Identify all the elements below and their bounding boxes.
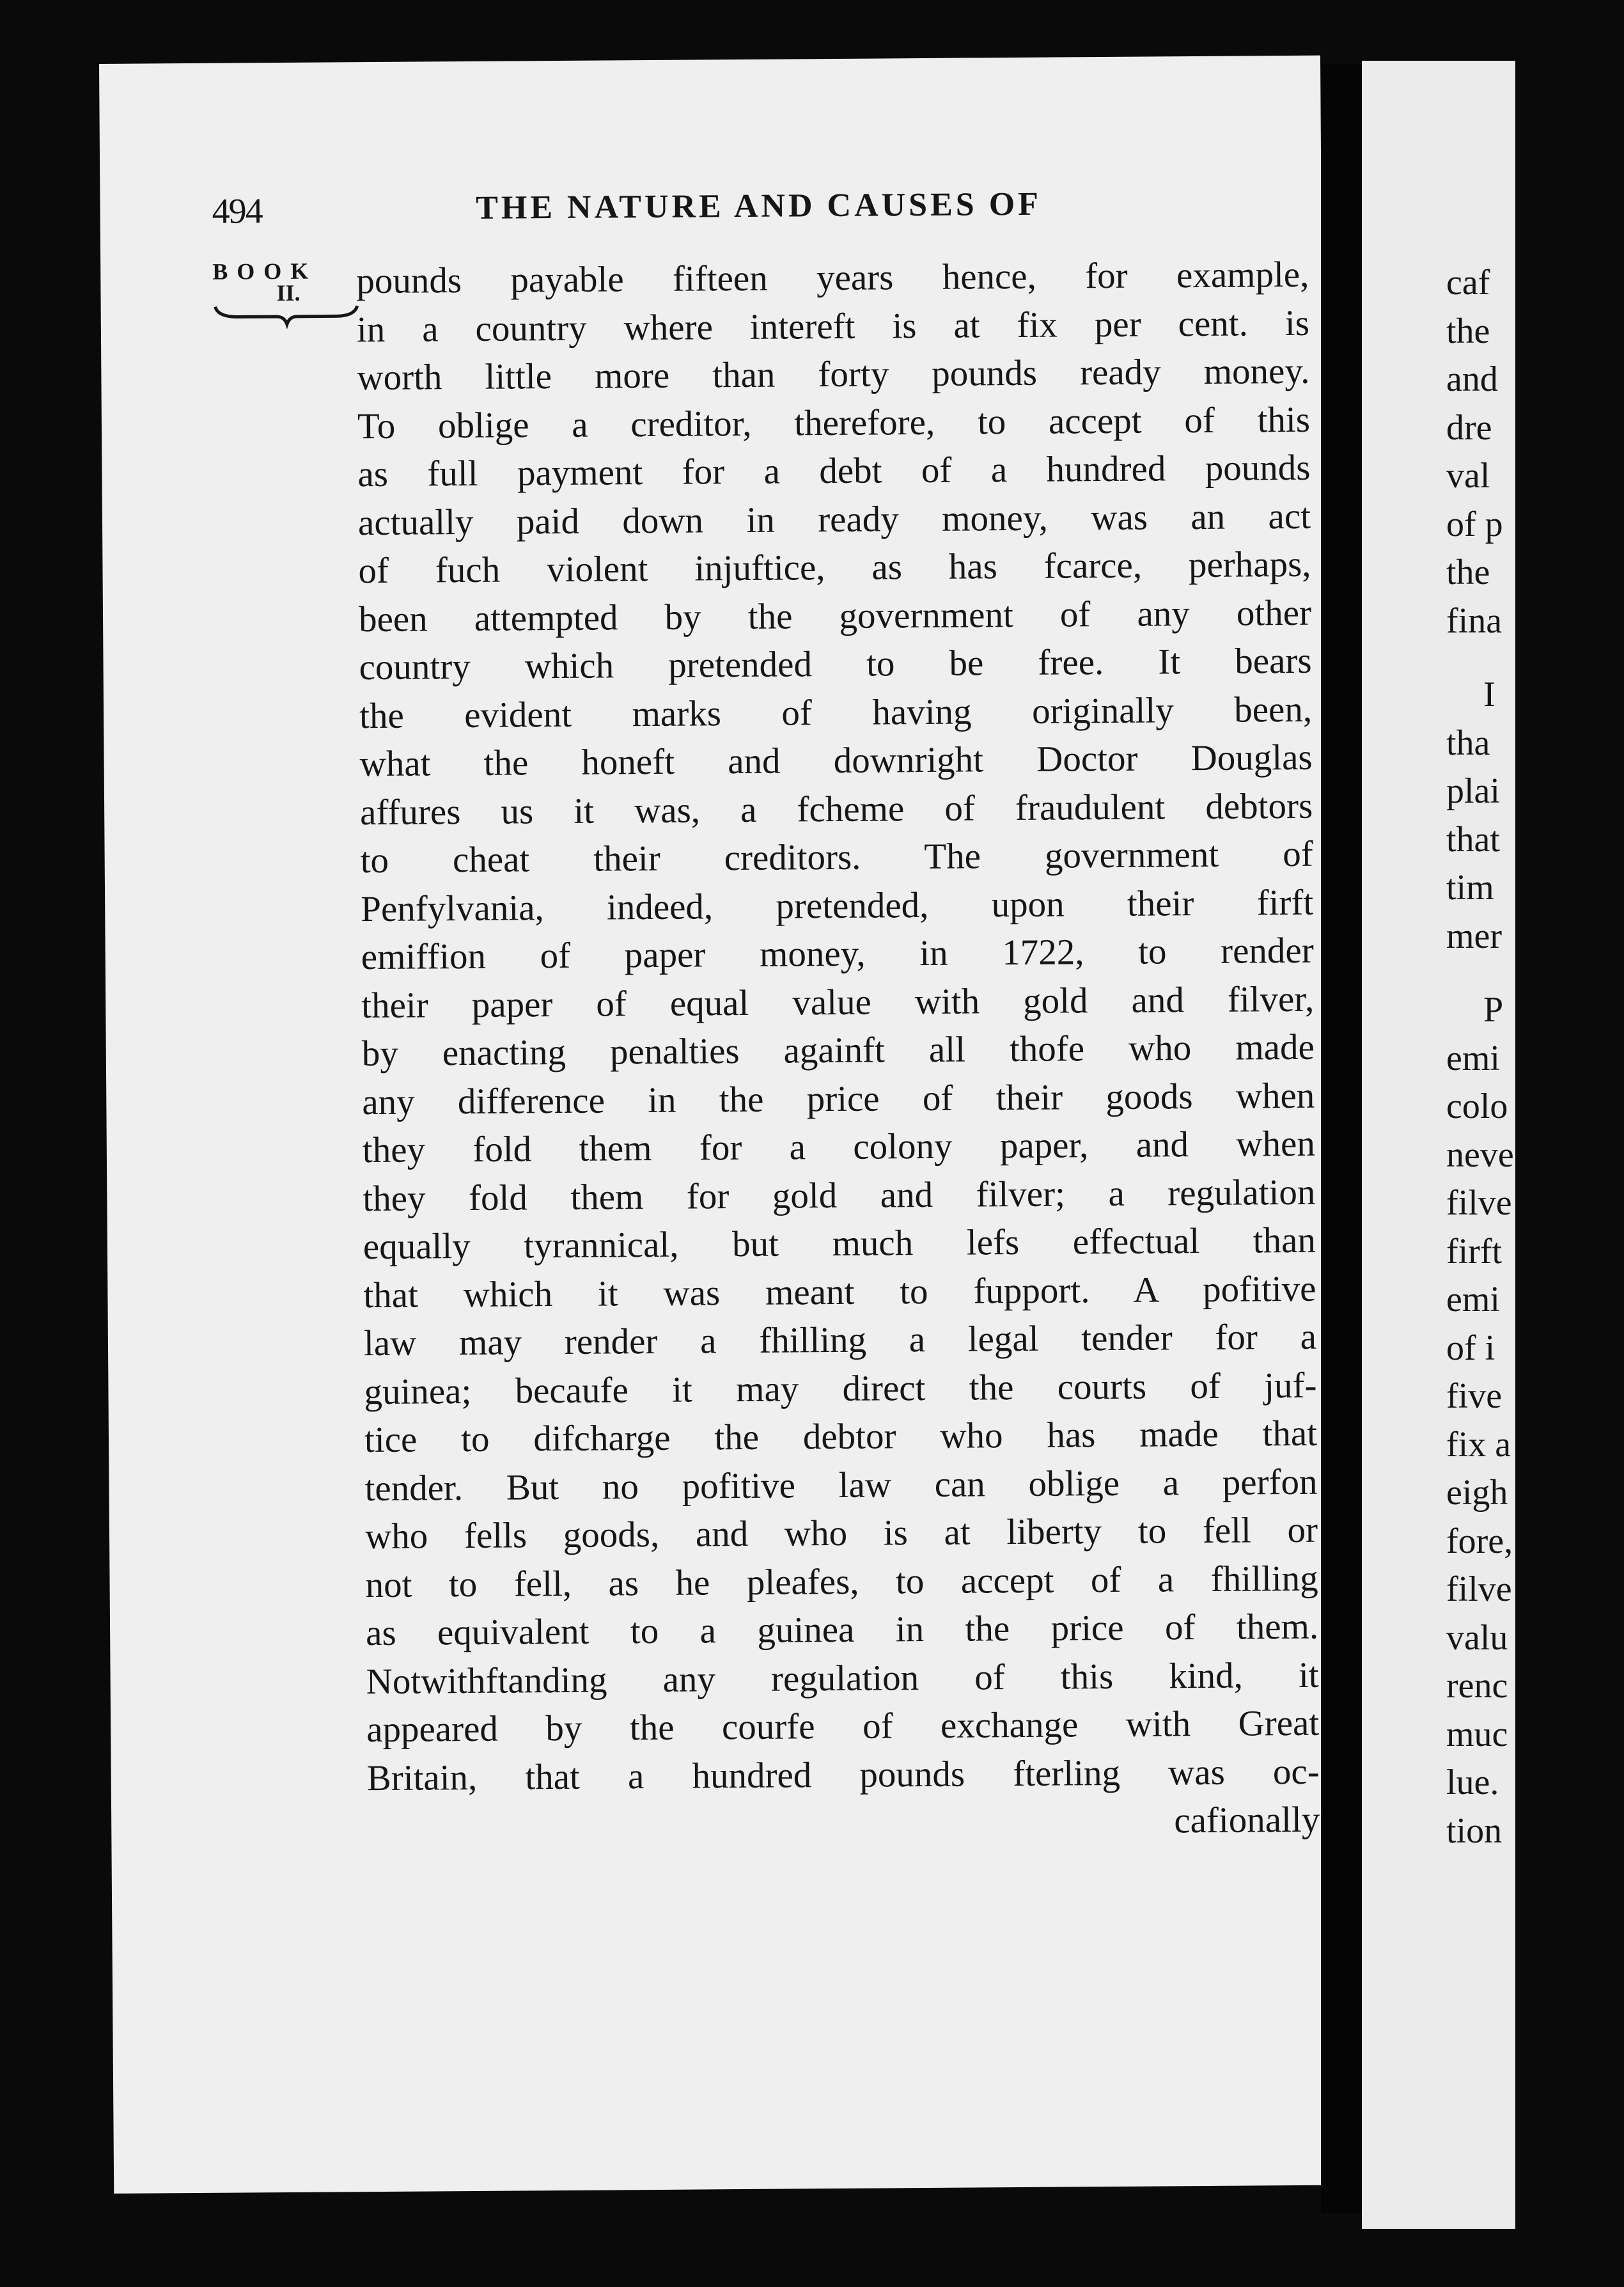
adjacent-page-fragment: dre bbox=[1446, 407, 1492, 448]
adjacent-page-fragment: renc bbox=[1446, 1666, 1508, 1706]
adjacent-page-fragment: the bbox=[1446, 553, 1490, 592]
text-line: as full payment for a debt of a hundred pounds bbox=[357, 447, 1311, 495]
text-line: To oblige a creditor, therefore, to accept of this bbox=[357, 399, 1311, 446]
adjacent-page-fragment: that bbox=[1446, 819, 1500, 860]
text-line: tender. But no pofitive law can oblige a perfon bbox=[364, 1461, 1318, 1509]
adjacent-page-fragment: of i bbox=[1446, 1328, 1495, 1368]
text-line: the evident marks of having originally been, bbox=[359, 689, 1313, 736]
page-header bbox=[212, 184, 1210, 242]
gutter-shadow bbox=[1321, 64, 1362, 2213]
text-line: as equivalent to a guinea in the price of them. bbox=[365, 1606, 1319, 1654]
page-number: 494 bbox=[212, 191, 262, 232]
book-page bbox=[99, 56, 1335, 2194]
text-line: worth little more than forty pounds ready money. bbox=[357, 350, 1310, 398]
text-line: affures us it was, a fcheme of fraudulent debtors bbox=[359, 785, 1313, 833]
text-line: they fold them for gold and filver; a regulation bbox=[363, 1172, 1316, 1219]
text-line: Penfylvania, indeed, pretended, upon their firft bbox=[361, 882, 1314, 929]
adjacent-page-fragment: colo bbox=[1446, 1087, 1508, 1126]
text-line: of fuch violent injuftice, as has fcarce, perhaps, bbox=[358, 544, 1311, 592]
adjacent-page-fragment: the bbox=[1446, 311, 1490, 351]
text-line: actually paid down in ready money, was an act bbox=[357, 496, 1311, 543]
text-line: they fold them for a colony paper, and when bbox=[362, 1123, 1316, 1171]
text-line: been attempted by the government of any other bbox=[358, 592, 1312, 640]
adjacent-page-fragment: tha bbox=[1446, 723, 1490, 763]
catchword: cafionally bbox=[1174, 1799, 1320, 1841]
text-line: by enacting penalties againft all thofe who made bbox=[361, 1026, 1315, 1074]
text-line: in a country where intereft is at fix per cent. is bbox=[356, 303, 1310, 350]
text-line: equally tyrannical, but much lefs effectual than bbox=[363, 1220, 1316, 1268]
adjacent-page-fragment: firft bbox=[1446, 1231, 1503, 1271]
text-line: who fells goods, and who is at liberty to fell or bbox=[364, 1509, 1318, 1557]
text-line: that which it was meant to fupport. A pofitive bbox=[363, 1268, 1316, 1316]
text-line: Britain, that a hundred pounds fterling was oc- bbox=[366, 1751, 1320, 1798]
adjacent-page-fragment: fina bbox=[1446, 601, 1503, 641]
adjacent-page-fragment: emi bbox=[1446, 1038, 1500, 1078]
adjacent-page-fragment: tion bbox=[1446, 1811, 1503, 1851]
adjacent-page-fragment: tim bbox=[1446, 868, 1494, 908]
adjacent-page-fragment: caf bbox=[1446, 263, 1490, 303]
adjacent-page-fragment: I bbox=[1483, 675, 1495, 714]
text-line: country which pretended to be free. It bears bbox=[359, 640, 1312, 688]
adjacent-page-fragment: filve bbox=[1446, 1183, 1512, 1223]
adjacent-page-fragment: fore, bbox=[1446, 1521, 1513, 1561]
adjacent-page-fragment: neve bbox=[1446, 1135, 1514, 1175]
text-line: what the honeft and downright Doctor Douglas bbox=[359, 737, 1313, 785]
adjacent-page-fragment: muc bbox=[1446, 1714, 1508, 1754]
text-line: pounds payable fifteen years hence, for example, bbox=[356, 254, 1309, 302]
adjacent-page-fragment: five bbox=[1446, 1376, 1503, 1416]
adjacent-page-fragment: fix a bbox=[1446, 1424, 1511, 1465]
sidenote-book-number: II. bbox=[276, 279, 301, 306]
text-line: law may render a fhilling a legal tender for a bbox=[363, 1316, 1317, 1364]
text-line: tice to difcharge the debtor who has made that bbox=[364, 1413, 1318, 1461]
text-line: Notwithftanding any regulation of this kind, it bbox=[366, 1654, 1319, 1702]
adjacent-page-fragment: mer bbox=[1446, 916, 1503, 956]
text-line: not to fell, as he pleafes, to accept of a fhilling bbox=[365, 1558, 1318, 1605]
adjacent-page-fragment: emi bbox=[1446, 1280, 1500, 1319]
adjacent-page-fragment: valu bbox=[1446, 1617, 1508, 1658]
text-line: appeared by the courfe of exchange with Great bbox=[366, 1702, 1320, 1750]
text-line: emiffion of paper money, in 1722, to render bbox=[361, 930, 1314, 978]
body-text bbox=[356, 251, 1320, 1851]
adjacent-page-fragment: plai bbox=[1446, 771, 1500, 811]
adjacent-page-fragment: eigh bbox=[1446, 1473, 1508, 1513]
sidenote-book-label: BOOK bbox=[212, 258, 318, 285]
adjacent-page-fragment: filve bbox=[1446, 1569, 1512, 1609]
adjacent-page-fragment: val bbox=[1446, 456, 1490, 496]
text-line: their paper of equal value with gold and filver, bbox=[361, 978, 1315, 1026]
adjacent-page-fragment: of p bbox=[1446, 504, 1503, 544]
text-line: any difference in the price of their goods when bbox=[362, 1075, 1315, 1122]
text-line: guinea; becaufe it may direct the courts of juf- bbox=[364, 1365, 1317, 1412]
running-title: THE NATURE AND CAUSES OF bbox=[476, 185, 1042, 226]
adjacent-page-fragment: and bbox=[1446, 359, 1498, 399]
text-line: to cheat their creditors. The government of bbox=[360, 833, 1313, 881]
adjacent-page-fragment: P bbox=[1483, 990, 1504, 1030]
adjacent-page-fragment: lue. bbox=[1446, 1763, 1499, 1802]
